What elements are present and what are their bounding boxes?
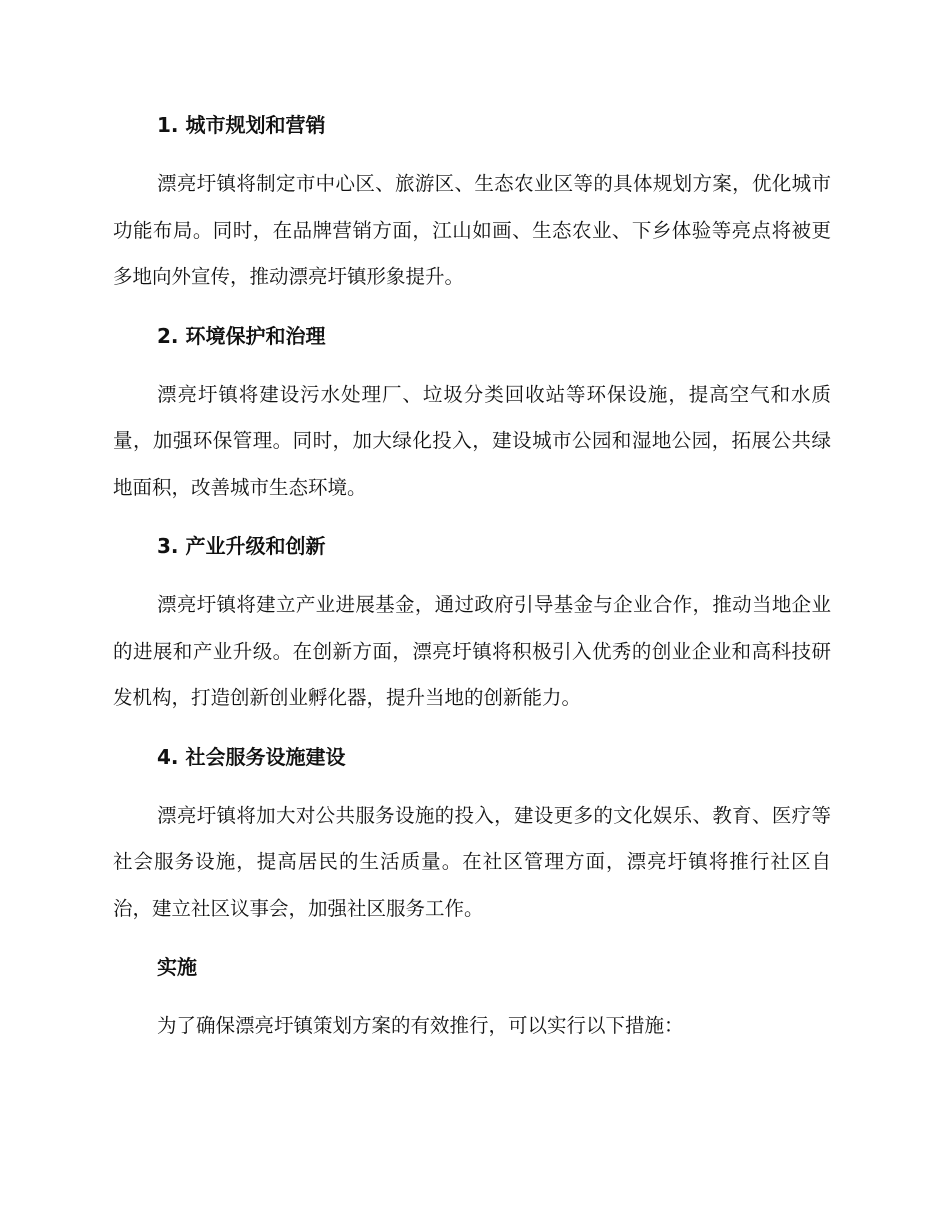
section-heading: 实施: [157, 955, 197, 979]
section-heading: 3. 产业升级和创新: [157, 534, 326, 558]
section-social-services: [113, 742, 831, 953]
section-paragraph: 漂亮圩镇将建立产业进展基金，通过政府引导基金与企业合作，推动当地企业的进展和产业升级。在创新方面，漂亮圩镇将积极引入优秀的创业企业和高科技研发机构，打造创新创业孵化器，提升当地的创新能力。: [113, 593, 831, 709]
document-body: [113, 110, 831, 1050]
section-paragraph: 为了确保漂亮圩镇策划方案的有效推行，可以实行以下措施：: [157, 1014, 684, 1037]
section-environment: [113, 321, 831, 532]
section-paragraph: 漂亮圩镇将加大对公共服务设施的投入，建设更多的文化娱乐、教育、医疗等社会服务设施，提高居民的生活质量。在社区管理方面，漂亮圩镇将推行社区自治，建立社区议事会，加强社区服务工作。: [113, 803, 831, 920]
section-implementation: [113, 952, 831, 1050]
section-industry: [113, 531, 831, 742]
section-paragraph: 漂亮圩镇将制定市中心区、旅游区、生态农业区等的具体规划方案，优化城市功能布局。同时，在品牌营销方面，江山如画、生态农业、下乡体验等亮点将被更多地向外宣传，推动漂亮圩镇形象提升。: [113, 172, 831, 288]
section-heading: 4. 社会服务设施建设: [157, 744, 346, 769]
section-heading: 1. 城市规划和营销: [157, 113, 326, 137]
section-heading: 2. 环境保护和治理: [157, 323, 326, 348]
section-urban-planning: [113, 110, 831, 321]
section-paragraph: 漂亮圩镇将建设污水处理厂、垃圾分类回收站等环保设施，提高空气和水质量，加强环保管理。同时，加大绿化投入，建设城市公园和湿地公园，拓展公共绿地面积，改善城市生态环境。: [113, 382, 831, 499]
